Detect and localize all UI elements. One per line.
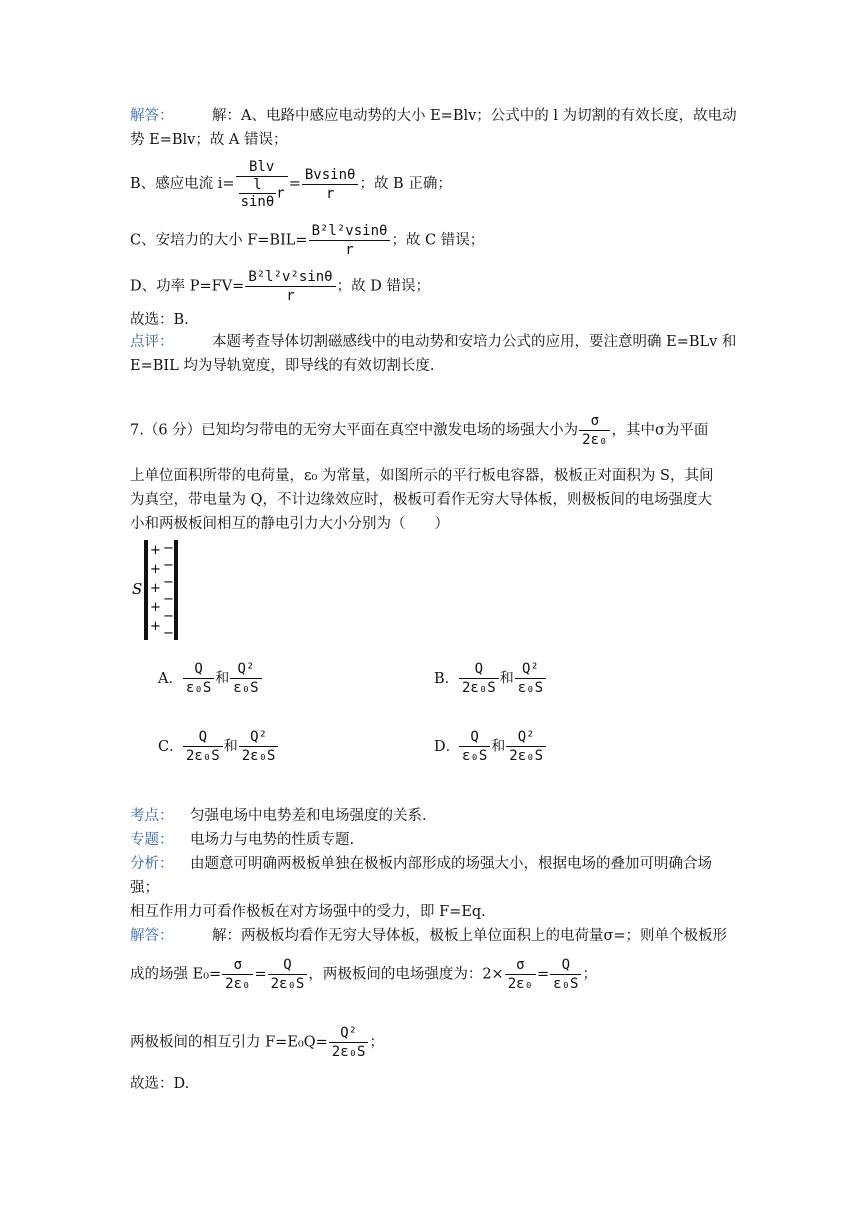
option-and: 和 [215, 670, 230, 687]
analysis-label: 分析： [130, 856, 174, 872]
analysis-line1: 分析： 由题意可明确两极板单独在极板内部形成的场强大小，根据电场的叠加可明确合场 [130, 856, 712, 872]
b-fraction-1: Blv $\frac{l}{\sin\theta}$ r [236, 158, 288, 210]
option-fraction-1: $\frac{Q}{\text{ε₀S}}$ [459, 728, 490, 765]
minus-sign: − [163, 626, 174, 641]
plus-sign: + [150, 543, 161, 558]
topic-line: 专题： 电场力与电势的性质专题. [130, 832, 355, 848]
minus-sign: − [163, 575, 174, 590]
option-and: 和 [491, 738, 506, 755]
option-letter: D． [434, 738, 461, 755]
prev-answer-d: D、功率 P=FV= $\frac{\text{B²l²v²sinθ}}{r}$ ；故 D 错误； [130, 269, 430, 304]
prev-answer-b: B、感应电流 i= Blv $\frac{l}{\sin\theta}$ r = $\frac{Bvsin\theta}{r}$ ；故 B 正确； [130, 159, 452, 210]
option-fraction-1: $\frac{Q}{\text{2ε₀S}}$ [459, 660, 499, 697]
minus-sign: − [163, 609, 174, 624]
prev-answer-c: C、安培力的大小 F=BIL= $\frac{\text{B²l²vsinθ}}{r}$ ；故 C 错误； [130, 223, 485, 258]
prev-choice: 故选：B. [130, 312, 189, 328]
minus-sign: − [163, 541, 174, 556]
q7-answer-line1: 解答： 解：两极板均看作无穷大导体板，极板上单位面积上的电荷量σ=；则单个极板形 [130, 928, 728, 944]
prev-comment-line2: E=BIL 均为导轨宽度，即导线的有效切割长度. [130, 358, 435, 374]
plus-sign: + [150, 619, 161, 634]
q7-stem-line4: 小和两极板间相互的静电引力大小分别为（ ） [130, 516, 449, 532]
positive-plate [144, 540, 148, 640]
q7-stem-line3: 为真空，带电量为 Q，不计边缘效应时，极板可看作无穷大导体板，则极板间的电场强度大 [130, 492, 712, 508]
c-fraction: $\frac{\text{B²l²vsinθ}}{r}$ [309, 222, 391, 259]
b-fraction-2: $\frac{Bvsin\theta}{r}$ [302, 166, 359, 203]
option-fraction-2: $\frac{\text{Q²}}{\text{ε₀S}}$ [515, 660, 546, 697]
option-d[interactable] [434, 728, 547, 765]
plus-sign: + [150, 600, 161, 615]
topic-label: 专题： [130, 832, 174, 848]
option-fraction-2: $\frac{\text{Q²}}{\text{ε₀S}}$ [230, 660, 261, 697]
minus-sign: − [163, 558, 174, 573]
option-letter: C． [158, 738, 184, 755]
option-c[interactable] [158, 728, 279, 765]
plus-signs [150, 543, 161, 634]
analysis-line2: 强； [130, 880, 159, 896]
option-fraction-2: $\frac{\text{Q²}}{\text{2ε₀S}}$ [239, 728, 279, 765]
stem-fraction: $\frac{\sigma}{\text{2ε₀}}$ [579, 412, 610, 449]
option-fraction-2: $\frac{\text{Q²}}{\text{2ε₀S}}$ [506, 728, 546, 765]
option-fraction-1: $\frac{Q}{\text{2ε₀S}}$ [183, 728, 223, 765]
plus-sign: + [150, 581, 161, 596]
answer-label: 解答： [130, 108, 174, 124]
q7-stem-line2: 上单位面积所带的电荷量，ε₀ 为常量，如图所示的平行板电容器，极板正对面积为 S，其间 [130, 468, 714, 484]
option-letter: A． [158, 670, 183, 687]
minus-sign: − [163, 592, 174, 607]
option-and: 和 [499, 670, 514, 687]
plus-sign: + [150, 562, 161, 577]
comment-label: 点评： [130, 334, 174, 350]
prev-comment-line1: 点评： 本题考查导体切割磁感线中的电动势和安培力公式的应用，要注意明确 E=BLv 和 [130, 334, 737, 350]
prev-answer-line2: 势 E=Blv；故 A 错误； [130, 132, 288, 148]
answer-label-q7: 解答： [130, 928, 174, 944]
point-label: 考点： [130, 808, 174, 824]
area-label: S [132, 580, 143, 598]
d-fraction: $\frac{\text{B²l²v²sinθ}}{r}$ [245, 268, 335, 305]
q7-stem-line1: 7.（6 分）已知均匀带电的无穷大平面在真空中激发电场的场强大小为 $\frac{\sigma}{\text{2ε₀}}$ ，其中σ为平面 [130, 413, 709, 448]
analysis-line3: 相互作用力可看作极板在对方场强中的受力，即 F=Eq. [130, 904, 486, 920]
point-line: 考点： 匀强电场中电势差和电场强度的关系. [130, 808, 427, 824]
option-b[interactable] [434, 660, 547, 697]
negative-plate [174, 540, 178, 640]
option-letter: B． [434, 670, 460, 687]
capacitor-figure [130, 538, 190, 642]
option-a[interactable] [158, 660, 263, 697]
q7-answer-e0: 成的场强 E₀= $\frac{\sigma}{\text{2ε₀}}$ = $\frac{Q}{\text{2ε₀S}}$ ，两极板间的电场强度为：2× $\frac{\sigma}{\text{2ε₀}}$ = $\frac{Q}{\text{ε₀S}}$ ； [130, 957, 597, 992]
option-fraction-1: $\frac{Q}{\text{ε₀S}}$ [183, 660, 214, 697]
minus-signs [163, 541, 174, 641]
q7-choice: 故选：D. [130, 1076, 190, 1092]
option-and: 和 [223, 738, 238, 755]
q7-answer-force: 两极板间的相互引力 F=E₀Q= $\frac{\text{Q²}}{\text{2ε₀S}}$ ； [130, 1025, 384, 1060]
prev-answer-line1: 解答： 解：A、电路中感应电动势的大小 E=Blv；公式中的 l 为切割的有效长度，故电动 [130, 108, 737, 124]
